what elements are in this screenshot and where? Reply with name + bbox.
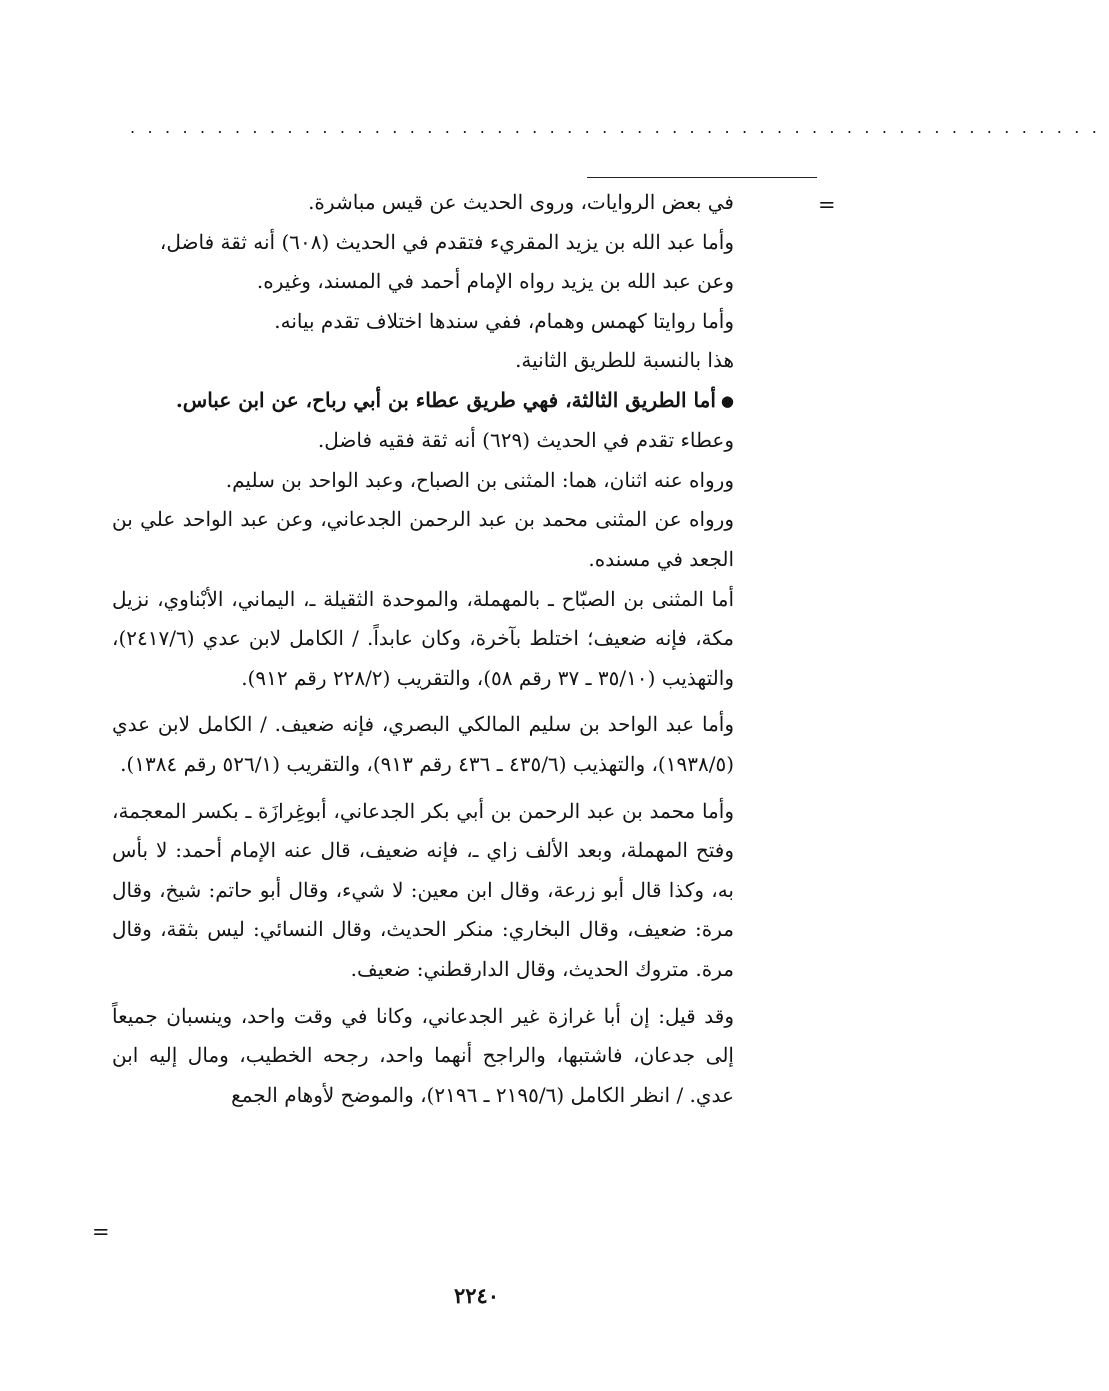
paragraph-11: وأما عبد الواحد بن سليم المالكي البصري، فإنه ضعيف. / الكامل لابن عدي (١٩٣٨/٥)، والتهذيب (٤٣٥/٦ ـ ٤٣٦ رقم ٩١٣)، والتقريب (٥٢٦/١ رقم ١٣٨٤).	[112, 712, 734, 777]
paragraph-1: في بعض الروايات، وروى الحديث عن قيس مباشرة.	[308, 190, 734, 214]
paragraph-5: هذا بالنسبة للطريق الثانية.	[515, 348, 734, 373]
paragraph-4: وأما روايتا كهمس وهمام، ففي سندها اختلاف تقدم بيانه.	[274, 308, 734, 333]
footnote-text	[112, 183, 734, 1115]
continuation-mark-bottom: =	[92, 1220, 110, 1244]
paragraph-8: ورواه عنه اثنان، هما: المثنى بن الصباح، وعبد الواحد بن سليم.	[225, 467, 734, 492]
paragraph-3: وعن عبد الله بن يزيد رواه الإمام أحمد في المسند، وغيره.	[256, 269, 734, 294]
third-path-heading: أما الطريق الثالثة،	[565, 387, 716, 412]
paragraph-2: وأما عبد الله بن يزيد المقريء فتقدم في الحديث (٦٠٨) أنه ثقة فاضل،	[159, 229, 734, 254]
page-number: ٢٢٤٠	[453, 1283, 500, 1308]
dotted-separator: ........................................................	[130, 118, 1109, 137]
third-path-text: فهي طريق عطاء بن أبي رباح، عن ابن عباس.	[175, 387, 566, 412]
paragraph-7: وعطاء تقدم في الحديث (٦٢٩) أنه ثقة فقيه فاضل.	[317, 428, 734, 453]
bullet-icon: ●	[720, 391, 734, 410]
paragraph-third-path	[112, 381, 734, 421]
paragraph-10: أما المثنى بن الصبّاح ـ بالمهملة، والموحدة الثقيلة ـ، اليماني، الأبْناوي، نزيل مكة، فإنه ضعيف؛ اختلط بآخرة، وكان عابداً. / الكامل لابن عدي (٢٤١٧/٦)، والتهذيب (٣٥/١٠ ـ ٣٧ رقم ٥٨)، والتقريب (٢٢٨/٢ رقم ٩١٢).	[112, 586, 734, 690]
footnote-rule	[587, 177, 817, 178]
paragraph-13: وقد قيل: إن أبا غرازة غير الجدعاني، وكانا في وقت واحد، وينسبان جميعاً إلى جدعان، فاشتبها، والراجح أنهما واحد، رجحه الخطيب، ومال إليه ابن عدي. / انظر الكامل (٢١٩٥/٦ ـ ٢١٩٦)، والموضح لأوهام الجمع	[112, 1003, 734, 1107]
paragraph-9: ورواه عن المثنى محمد بن عبد الرحمن الجدعاني، وعن عبد الواحد علي بن الجعد في مسنده.	[112, 507, 734, 572]
paragraph-12: وأما محمد بن عبد الرحمن بن أبي بكر الجدعاني، أبوغِرازَة ـ بكسر المعجمة، وفتح المهملة، وبعد الألف زاي ـ، فإنه ضعيف، قال عنه الإمام أحمد: لا بأس به، وكذا قال أبو زرعة، وقال ابن معين: لا شيء، وقال أبو حاتم: شيخ، وقال مرة: ضعيف، وقال البخاري: منكر الحديث، وقال النسائي: ليس بثقة، وقال مرة. متروك الحديث، وقال الدارقطني: ضعيف.	[112, 798, 734, 981]
continuation-mark-top: =	[818, 193, 836, 217]
